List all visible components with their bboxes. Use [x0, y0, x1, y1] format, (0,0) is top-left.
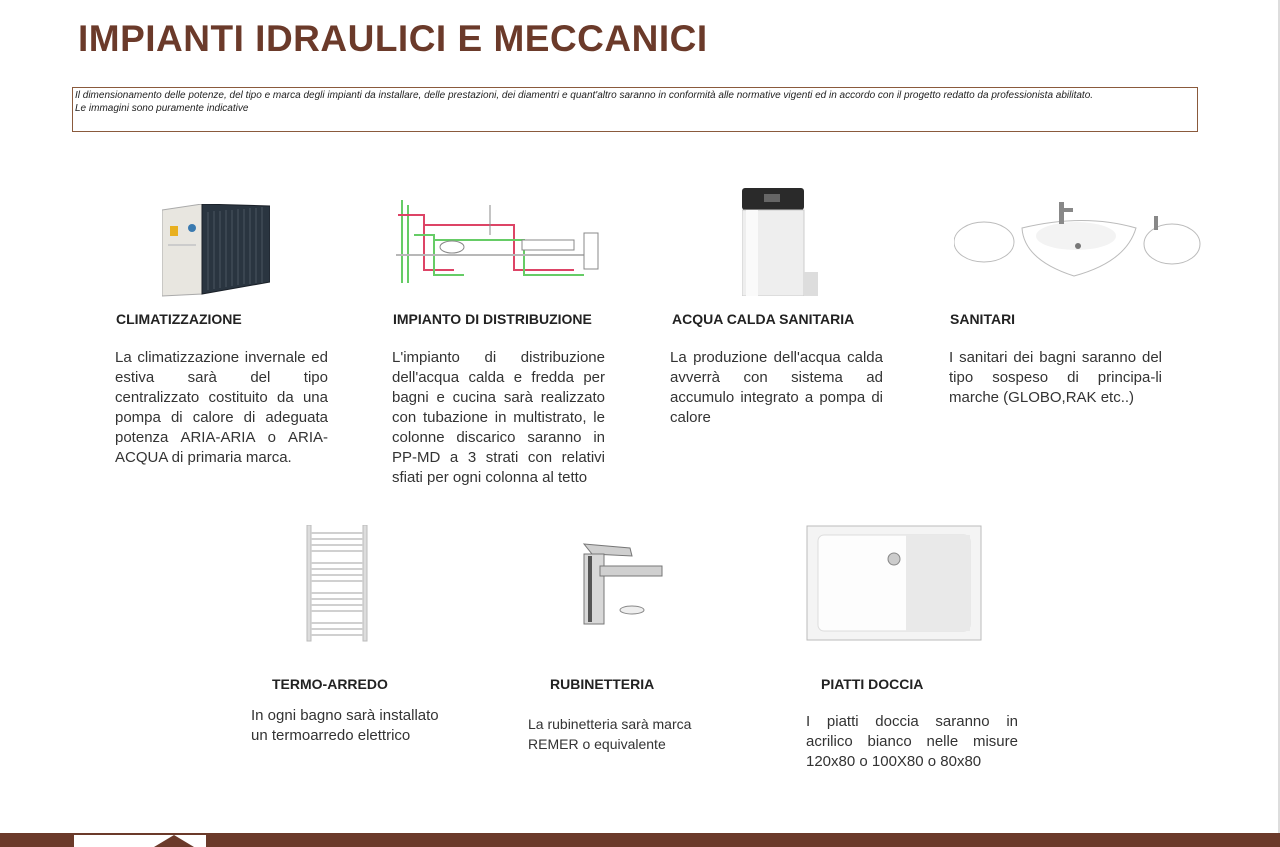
heading-termo-arredo: TERMO-ARREDO — [272, 676, 388, 692]
heat-pump-unit-icon — [162, 204, 270, 298]
heading-distribuzione: IMPIANTO DI DISTRIBUZIONE — [393, 311, 592, 327]
disclaimer-text: Il dimensionamento delle potenze, del tipo e marca degli impianti da installare, delle prestazioni, dei diamentri e quant'altro saranno in conformità alle normative vigenti ed in accordo con il progetto redatto da professionista abilitato. — [75, 90, 1094, 101]
shower-tray-icon — [806, 525, 982, 641]
plumbing-diagram-icon — [394, 195, 614, 287]
heading-sanitari: SANITARI — [950, 311, 1016, 327]
disclaimer-note: Le immagini sono puramente indicative — [75, 103, 249, 114]
text-acqua-calda: La produzione dell'acqua calda avverrà con sistema ad accumulo integrato a pompa di calore — [670, 349, 883, 426]
text-rubinetteria: La rubinetteria sarà marca REMER o equivalente — [528, 716, 692, 752]
text-sanitari: I sanitari dei bagni saranno del tipo sospeso di principa-li marche (GLOBO,RAK etc..) — [949, 349, 1162, 406]
heading-acqua-calda: ACQUA CALDA SANITARIA — [672, 311, 855, 327]
faucet-icon — [570, 540, 664, 628]
heading-climatizzazione: CLIMATIZZAZIONE — [116, 311, 242, 327]
water-heater-icon — [742, 186, 820, 296]
page-title: IMPIANTI IDRAULICI E MECCANICI — [78, 18, 708, 59]
text-distribuzione: L'impianto di distribuzione dell'acqua calda e fredda per bagni e cucina sarà realizzato con tubazione in multistrato, le colonne discarico saranno in PP-MD a 3 strati con relativi sfiati per ogni colonna al tetto — [392, 349, 605, 486]
text-climatizzazione: La climatizzazione invernale ed estiva sarà del tipo centralizzato costituito da una pompa di calore di adeguata potenza ARIA-ARIA o ARIA-ACQUA di primaria marca. — [115, 349, 328, 466]
sanitaryware-icon — [954, 198, 1202, 278]
footer-logo — [72, 833, 208, 847]
text-piatti-doccia: I piatti doccia saranno in acrilico bianco nelle misure 120x80 o 100X80 o 80x80 — [806, 713, 1018, 770]
text-termo-arredo: In ogni bagno sarà installato un termoarredo elettrico — [251, 707, 439, 744]
heading-rubinetteria: RUBINETTERIA — [550, 676, 655, 692]
disclaimer-box — [72, 87, 1198, 132]
towel-radiator-icon — [305, 525, 369, 643]
heading-piatti-doccia: PIATTI DOCCIA — [821, 676, 924, 692]
